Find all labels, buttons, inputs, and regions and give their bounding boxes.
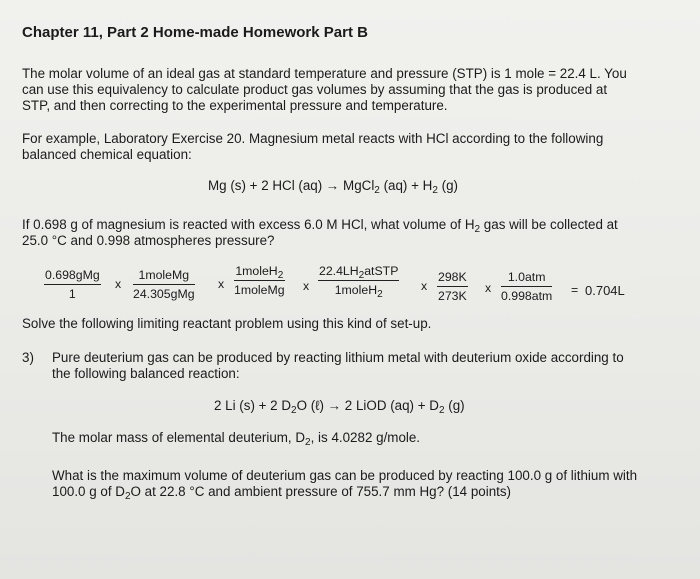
molar-mass-line: The molar mass of elemental deuterium, $D_2$, is 4.0282 g/mole.	[52, 430, 421, 448]
calculation-result: 0.704L	[585, 283, 625, 298]
fraction-pressure: 1.0atm 0.998atm	[501, 270, 553, 303]
intro-line-1: The molar volume of an ideal gas at standard temperature and pressure (STP) is 1 mole = 22.4 L. You	[22, 66, 627, 81]
example-line-1: For example, Laboratory Exercise 20. Magnesium metal reacts with HCl according to the following	[22, 131, 604, 146]
intro-line-2: can use this equivalency to calculate product gas volumes by assuming that the gas is produced at	[22, 82, 608, 97]
times-sign: x	[485, 281, 492, 295]
problem-number: 3)	[22, 350, 34, 365]
example-line-2: balanced chemical equation:	[22, 147, 192, 162]
example-question-line-1: If 0.698 g of magnesium is reacted with excess 6.0 M HCl, what volume of $H_2$ gas will be collected at	[22, 217, 618, 235]
times-sign: x	[421, 279, 428, 293]
fraction-temperature: $\frac{298K}{273K}$	[438, 270, 467, 303]
equals-sign: =	[571, 283, 579, 297]
problem-line-1: Pure deuterium gas can be produced by reacting lithium metal with deuterium oxide according to	[52, 350, 624, 365]
fraction-mass-mg: 0.698gMg 1	[45, 268, 100, 301]
problem-question-line-1: What is the maximum volume of deuterium gas can be produced by reacting 100.0 g of lithium with	[52, 468, 638, 483]
fraction-mole-ratio: 1moleH$_2$ 1moleMg	[234, 264, 285, 297]
example-equation: Mg (s) + 2 HCl (aq) → MgCl$_2$ $(aq) + H_2$ (g)	[208, 178, 458, 196]
times-sign: x	[115, 277, 122, 291]
fraction-molar-volume: $22.4LH_2atSTP$ 1moleH$_2$	[319, 264, 399, 300]
times-sign: x	[218, 277, 225, 291]
instruction-text: Solve the following limiting reactant problem using this kind of set-up.	[22, 316, 432, 331]
times-sign: x	[303, 279, 310, 293]
fraction-molar-mass-mg: 1moleMg 24.305gMg	[133, 268, 195, 301]
page-title: Chapter 11, Part 2 Home-made Homework Part B	[22, 24, 368, 41]
intro-line-3: STP, and then correcting to the experimental pressure and temperature.	[22, 98, 448, 113]
problem-equation: 2 Li (s) + 2 $D_2O$ (ℓ) → 2 LiOD $(aq) + D_2$ (g)	[214, 398, 465, 416]
example-question-line-2: 25.0 °C and 0.998 atmospheres pressure?	[22, 233, 275, 248]
problem-line-2: the following balanced reaction:	[52, 366, 240, 381]
problem-question-line-2: 100.0 g of $D_2O$ at 22.8 °C and ambient pressure of 755.7 mm Hg? (14 points)	[52, 484, 512, 502]
